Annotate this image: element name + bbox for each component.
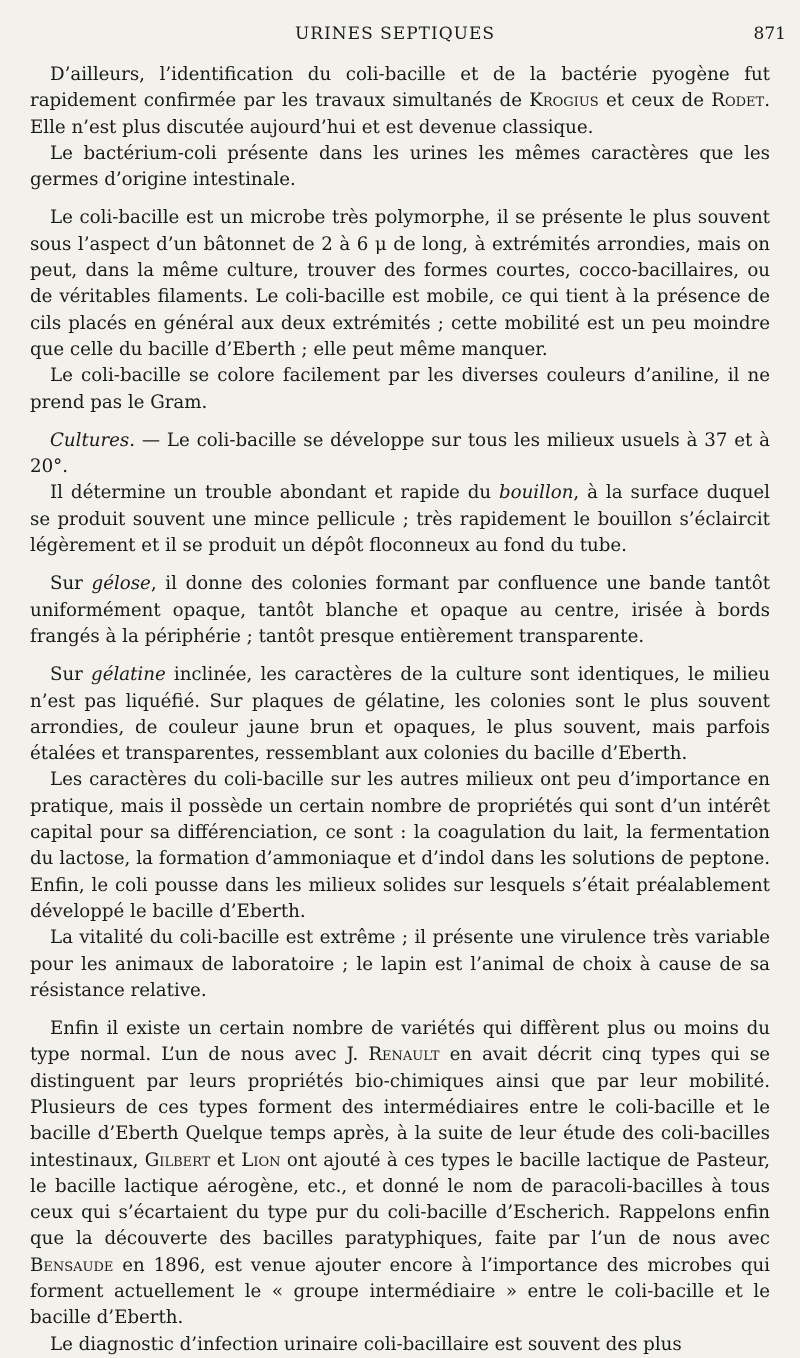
author-krogius: Krogius (529, 90, 599, 112)
paragraph-vitality: La vitalité du coli-bacille est extrême ; il présente une virulence très variable pour les animaux de laboratoire ; le lapin est l’animal de choix à cause de sa résistance relative. (30, 927, 770, 1001)
paragraph-morphology: Le coli-bacille est un microbe très polymorphe, il se présente le plus souvent sous l’aspect d’un bâtonnet de 2 à 6 μ de long, à extrémités arrondies, mais on peut, dans la même culture, trouver des formes courtes, cocco-bacillaires, ou de véritables filaments. Le coli-bacille est mobile, ce qui tient à la présence de cils placés en général aux deux extrémités ; cette mobilité est un peu moindre que celle du bacille d’Eberth ; elle peut même manquer. (30, 207, 770, 360)
paragraph-bacterium-coli: Le bactérium-coli présente dans les urines les mêmes caractères que les germes d’origine intestinale. (30, 142, 770, 191)
paragraph-gelatine: Sur gélatine inclinée, les caractères de la culture sont identiques, le milieu n’est pas liquéfié. Sur plaques de gélatine, les colonies sont le plus souvent arrondies, de couleur jaune brun et opaques, le plus souvent, mais parfois étalées et transparentes, ressemblant aux colonies du bacille d’Eberth. (30, 664, 770, 765)
paragraph-varieties: Enfin il existe un certain nombre de variétés qui diffèrent plus ou moins du type normal. L’un de nous avec J. Renault en avait décrit cinq types qui se distinguent par leurs propriétés bio-chimiques ainsi que par leur mobilité. Plusieurs de ces types forment des intermédiaires entre le coli-bacille et le bacille d’Eberth Quelque temps après, à la suite de leur étude des coli-bacilles intestinaux, Gilbert et Lion ont ajouté à ces types le bacille lactique de Pasteur, le bacille lactique aérogène, etc., et donné le nom de paracoli-bacilles à tous ceux qui s’écartaient du type pur du coli-bacille d’Escherich. Rappelons enfin que la découverte des bacilles paratyphiques, faite par l’un de nous avec Bensaude en 1896, est venue ajouter encore à l’importance des microbes qui forment actuellement le « groupe intermédiaire » entre le coli-bacille et le bacille d’Eberth. (30, 1018, 770, 1329)
author-gilbert: Gilbert (144, 1149, 211, 1171)
page-number: 871 (753, 24, 786, 44)
section-heading-cultures: Cultures. (50, 429, 136, 451)
paragraph-properties: Les caractères du coli-bacille sur les autres milieux ont peu d’importance en pratique, mais il possède un certain nombre de propriétés qui sont d’un intérêt capital pour sa différenciation, ce sont : la coagulation du lait, la fermentation du lactose, la formation d’ammoniaque et d’indol dans les solutions de peptone. Enfin, le coli pousse dans les milieux solides sur lesquels s’était préalablement développé le bacille d’Eberth. (30, 769, 770, 922)
paragraph-staining: Le coli-bacille se colore facilement par les diverses couleurs d’aniline, il ne prend pas le Gram. (30, 365, 770, 413)
author-rodet: Rodet (711, 90, 765, 112)
author-bensaude: Bensaude (30, 1254, 114, 1276)
author-lion: Lion (241, 1149, 281, 1171)
author-renault: Renault (368, 1044, 440, 1066)
running-title: URINES SEPTIQUES (294, 24, 496, 44)
paragraph-identification: D’ailleurs, l’identification du coli-bacille et de la bactérie pyogène fut rapidement confirmée par les travaux simultanés de Krogius et ceux de Rodet. Elle n’est plus discutée aujourd’hui et est devenue classique. (30, 64, 770, 138)
body-text (30, 62, 770, 1358)
paragraph-diagnostic: Le diagnostic d’infection urinaire coli-bacillaire est souvent des plus (50, 1333, 682, 1355)
paragraph-bouillon: Il détermine un trouble abondant et rapide du bouillon, à la surface duquel se produit souvent une mince pellicule ; très rapidement le bouillon s’éclaircit légèrement et il se produit un dépôt floconneux au fond du tube. (30, 482, 770, 557)
paragraph-cultures: Cultures. — Le coli-bacille se développe sur tous les milieux usuels à 37 et à 20°. (30, 429, 770, 478)
paragraph-gelose: Sur gélose, il donne des colonies formant par confluence une bande tantôt uniformément opaque, tantôt blanche et opaque au centre, irisée à bords frangés à la périphérie ; tantôt presque entièrement transparente. (30, 573, 771, 647)
